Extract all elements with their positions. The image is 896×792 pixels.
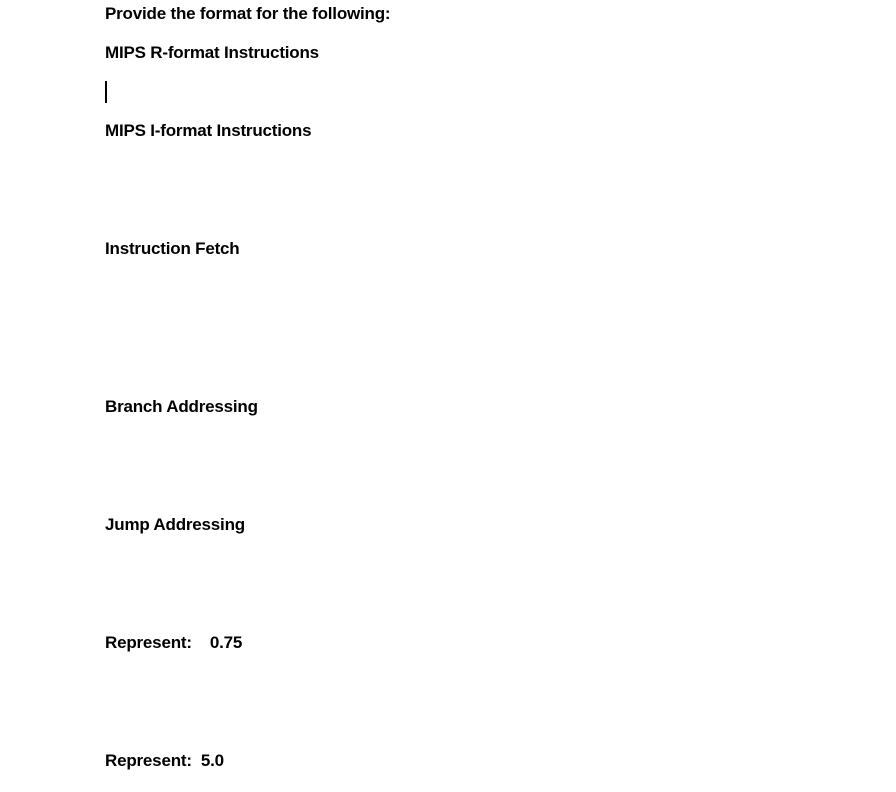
section-instruction-fetch: Instruction Fetch bbox=[105, 239, 240, 258]
section-i-format: MIPS I-format Instructions bbox=[105, 121, 312, 140]
represent-075: Represent: 0.75 bbox=[105, 633, 243, 652]
section-branch-addressing: Branch Addressing bbox=[105, 397, 258, 416]
section-r-format: MIPS R-format Instructions bbox=[105, 43, 319, 62]
text-cursor[interactable] bbox=[105, 81, 107, 103]
intro-heading: Provide the format for the following: bbox=[105, 4, 391, 23]
represent-50: Represent: 5.0 bbox=[105, 751, 224, 770]
section-jump-addressing: Jump Addressing bbox=[105, 515, 245, 534]
